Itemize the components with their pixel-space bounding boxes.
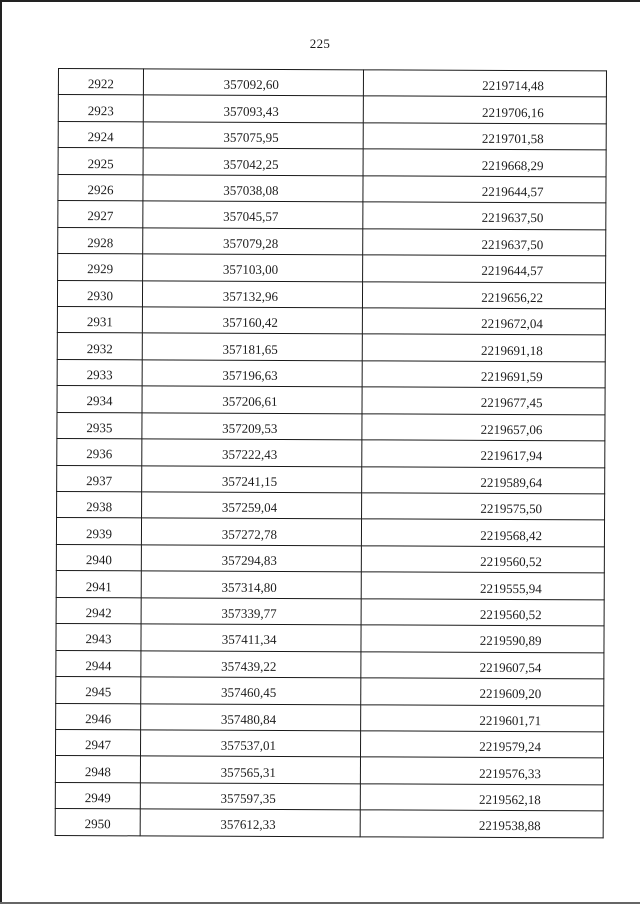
table-row [57, 491, 605, 520]
y-coordinate-cell [362, 440, 605, 467]
y-coordinate-cell [362, 466, 605, 493]
y-coordinate-cell [363, 96, 606, 123]
point-number-cell-text: 2926 [87, 182, 114, 198]
x-coordinate-cell [141, 650, 361, 677]
point-number-cell-text: 2944 [85, 657, 112, 674]
x-coordinate-cell [143, 95, 363, 122]
y-coordinate-cell [362, 493, 605, 520]
point-number-cell [57, 359, 142, 386]
y-coordinate-cell [360, 731, 603, 758]
coordinates-table [55, 68, 607, 838]
x-coordinate-cell-text: 357181,65 [222, 341, 278, 357]
page-border-left [0, 0, 2, 904]
table-row [58, 174, 606, 203]
table-row [56, 650, 604, 679]
point-number-cell-text: 2930 [86, 287, 114, 303]
y-coordinate-cell-text: 2219568,42 [480, 527, 542, 543]
y-coordinate-cell [361, 651, 604, 678]
table-row [56, 597, 604, 626]
x-coordinate-cell-text: 357075,95 [223, 129, 279, 146]
y-coordinate-cell-text: 2219706,16 [482, 104, 544, 120]
point-number-cell [55, 782, 140, 809]
point-number-cell [57, 439, 142, 466]
y-coordinate-cell [361, 519, 604, 546]
x-coordinate-cell-text: 357206,61 [222, 394, 278, 410]
table-row [56, 677, 604, 706]
point-number-cell-text: 2925 [87, 155, 114, 171]
x-coordinate-cell [140, 783, 360, 810]
y-coordinate-cell [363, 70, 606, 97]
point-number-cell-text: 2948 [84, 763, 111, 779]
table-row [56, 624, 604, 653]
point-number-cell [56, 650, 141, 677]
point-number-cell-text: 2922 [87, 76, 114, 92]
x-coordinate-cell-text: 357411,34 [221, 632, 277, 648]
point-number-cell-text: 2943 [85, 631, 112, 647]
x-coordinate-cell [141, 545, 361, 572]
point-number-cell [57, 280, 142, 307]
point-number-cell [56, 571, 141, 598]
x-coordinate-cell [141, 677, 361, 704]
point-number-cell-text: 2936 [86, 446, 113, 462]
table-row [57, 306, 605, 335]
x-coordinate-cell-text: 357259,04 [221, 499, 278, 516]
table-row [55, 729, 603, 758]
x-coordinate-cell [141, 624, 361, 651]
x-coordinate-cell [142, 333, 362, 360]
table-row [57, 333, 605, 362]
y-coordinate-cell-text: 2219714,48 [482, 78, 544, 94]
y-coordinate-cell-text: 2219607,54 [479, 659, 542, 675]
y-coordinate-cell [360, 757, 603, 784]
point-number-cell [56, 544, 141, 571]
y-coordinate-cell-text: 2219579,24 [479, 739, 542, 755]
x-coordinate-cell [141, 518, 361, 545]
x-coordinate-cell [142, 307, 362, 334]
x-coordinate-cell [143, 254, 363, 281]
x-coordinate-cell-text: 357132,96 [222, 288, 279, 304]
point-number-cell [55, 729, 140, 756]
point-number-cell-text: 2934 [86, 393, 113, 409]
y-coordinate-cell-text: 2219575,50 [480, 501, 543, 517]
table-row [56, 518, 604, 547]
point-number-cell-text: 2938 [86, 499, 113, 515]
x-coordinate-cell-text: 357272,78 [221, 526, 278, 542]
x-coordinate-cell-text: 357597,35 [220, 790, 276, 806]
x-coordinate-cell-text: 357241,15 [221, 473, 278, 489]
x-coordinate-cell-text: 357092,60 [223, 76, 279, 93]
x-coordinate-cell-text: 357612,33 [220, 817, 276, 833]
point-number-cell-text: 2923 [87, 102, 114, 118]
point-number-cell [58, 227, 143, 254]
y-coordinate-cell-text: 2219656,22 [481, 289, 544, 305]
y-coordinate-cell [363, 149, 606, 176]
point-number-cell [58, 95, 143, 122]
point-number-cell-text: 2949 [84, 790, 111, 806]
point-number-cell-text: 2940 [85, 552, 112, 568]
table-row [57, 439, 605, 468]
x-coordinate-cell-text: 357079,28 [222, 235, 279, 251]
table-row [58, 69, 606, 98]
y-coordinate-cell [361, 678, 604, 705]
x-coordinate-cell-text: 357314,80 [221, 579, 277, 595]
table-row [55, 756, 603, 785]
point-number-cell [58, 201, 143, 228]
y-coordinate-cell [361, 704, 604, 731]
point-number-cell-text: 2950 [84, 816, 111, 832]
point-number-cell [56, 518, 141, 545]
y-coordinate-cell [363, 202, 606, 229]
y-coordinate-cell-text: 2219668,29 [481, 157, 544, 173]
x-coordinate-cell [143, 69, 363, 96]
point-number-cell-text: 2939 [85, 525, 113, 541]
x-coordinate-cell [142, 492, 362, 519]
table-row [56, 703, 604, 732]
y-coordinate-cell-text: 2219691,18 [480, 342, 543, 358]
page-border-top [0, 0, 640, 2]
x-coordinate-cell [142, 413, 362, 440]
x-coordinate-cell [143, 122, 363, 149]
x-coordinate-cell-text: 357439,22 [221, 658, 277, 674]
point-number-cell-text: 2947 [85, 737, 112, 753]
point-number-cell-text: 2942 [85, 605, 112, 621]
point-number-cell [57, 306, 142, 333]
y-coordinate-cell [360, 784, 603, 811]
point-number-cell [56, 597, 141, 624]
point-number-cell-text: 2946 [85, 710, 112, 726]
point-number-cell [57, 386, 142, 413]
x-coordinate-cell-text: 357294,83 [221, 552, 277, 569]
y-coordinate-cell-text: 2219637,50 [481, 210, 544, 226]
x-coordinate-cell [142, 280, 362, 307]
y-coordinate-cell-text: 2219677,45 [480, 395, 543, 411]
y-coordinate-cell [362, 281, 605, 308]
y-coordinate-cell [360, 810, 603, 837]
point-number-cell [58, 69, 143, 96]
x-coordinate-cell [141, 703, 361, 730]
y-coordinate-cell-text: 2219691,59 [480, 368, 543, 385]
y-coordinate-cell [361, 546, 604, 573]
point-number-cell [58, 254, 143, 281]
point-number-cell-text: 2932 [86, 340, 113, 356]
y-coordinate-cell [362, 361, 605, 388]
y-coordinate-cell-text: 2219644,57 [481, 263, 544, 279]
x-coordinate-cell-text: 357042,25 [223, 156, 279, 172]
point-number-cell [57, 465, 142, 492]
y-coordinate-cell-text: 2219555,94 [479, 580, 542, 596]
table-row [55, 782, 603, 811]
y-coordinate-cell-text: 2219609,20 [479, 686, 542, 702]
x-coordinate-cell [143, 175, 363, 202]
y-coordinate-cell [363, 123, 606, 150]
table-row [57, 412, 605, 441]
x-coordinate-cell-text: 357045,57 [223, 209, 279, 225]
point-number-cell [55, 809, 140, 836]
x-coordinate-cell [141, 598, 361, 625]
point-number-cell [56, 703, 141, 730]
point-number-cell-text: 2945 [85, 684, 112, 700]
table-row [58, 227, 606, 256]
table-row [58, 201, 606, 230]
x-coordinate-cell-text: 357196,63 [222, 367, 278, 383]
y-coordinate-cell-text: 2219590,89 [479, 633, 542, 649]
y-coordinate-cell-text: 2219617,94 [480, 448, 543, 464]
y-coordinate-cell [362, 308, 605, 335]
x-coordinate-cell [142, 386, 362, 413]
point-number-cell-text: 2935 [86, 420, 113, 436]
x-coordinate-cell-text: 357480,84 [220, 711, 277, 727]
x-coordinate-cell-text: 357460,45 [220, 684, 277, 701]
table-row [58, 95, 606, 124]
table-row [57, 386, 605, 415]
y-coordinate-cell-text: 2219701,58 [481, 130, 544, 147]
y-coordinate-cell-text: 2219644,57 [481, 183, 544, 200]
point-number-cell [57, 491, 142, 518]
point-number-cell-text: 2924 [87, 129, 114, 145]
table-row [56, 544, 604, 573]
x-coordinate-cell-text: 357093,43 [223, 103, 279, 119]
table-row [57, 280, 605, 309]
x-coordinate-cell-text: 357222,43 [222, 447, 278, 463]
table-row [58, 254, 606, 283]
y-coordinate-cell [363, 228, 606, 255]
x-coordinate-cell-text: 357537,01 [220, 737, 277, 754]
table-row [58, 121, 606, 150]
y-coordinate-cell [363, 255, 606, 282]
point-number-cell [56, 624, 141, 651]
y-coordinate-cell-text: 2219576,33 [479, 765, 541, 781]
coordinates-table-body [55, 69, 606, 838]
y-coordinate-cell [362, 387, 605, 414]
table-row [57, 465, 605, 494]
point-number-cell [55, 756, 140, 783]
y-coordinate-cell-text: 2219672,04 [481, 316, 543, 332]
point-number-cell-text: 2941 [85, 578, 112, 594]
table-row [56, 571, 604, 600]
x-coordinate-cell-text: 357565,31 [220, 764, 276, 780]
table-row [55, 809, 603, 838]
page-number: 225 [309, 36, 331, 51]
y-coordinate-cell [362, 414, 605, 441]
y-coordinate-cell [361, 599, 604, 626]
x-coordinate-cell [143, 201, 363, 228]
y-coordinate-cell [361, 572, 604, 599]
point-number-cell-text: 2933 [86, 367, 113, 383]
point-number-cell-text: 2937 [86, 472, 113, 489]
x-coordinate-cell [140, 730, 360, 757]
x-coordinate-cell-text: 357103,00 [222, 262, 279, 278]
x-coordinate-cell [143, 227, 363, 254]
y-coordinate-cell-text: 2219562,18 [479, 791, 541, 808]
table-row [58, 148, 606, 177]
x-coordinate-cell-text: 357339,77 [221, 605, 277, 621]
y-coordinate-cell-text: 2219601,71 [479, 712, 542, 728]
x-coordinate-cell [142, 465, 362, 492]
point-number-cell [57, 412, 142, 439]
x-coordinate-cell [141, 571, 361, 598]
y-coordinate-cell-text: 2219637,50 [481, 236, 544, 252]
y-coordinate-cell [362, 334, 605, 361]
table-row [57, 359, 605, 388]
x-coordinate-cell [142, 439, 362, 466]
x-coordinate-cell [140, 756, 360, 783]
point-number-cell-text: 2929 [87, 261, 114, 277]
point-number-cell-text: 2927 [87, 208, 114, 224]
x-coordinate-cell-text: 357209,53 [222, 420, 278, 436]
y-coordinate-cell-text: 2219560,52 [479, 606, 542, 623]
point-number-cell-text: 2928 [87, 234, 114, 251]
y-coordinate-cell-text: 2219560,52 [480, 553, 542, 570]
point-number-cell [58, 121, 143, 148]
x-coordinate-cell-text: 357160,42 [222, 314, 278, 331]
point-number-cell [57, 333, 142, 360]
y-coordinate-cell-text: 2219657,06 [480, 421, 543, 438]
x-coordinate-cell-text: 357038,08 [223, 182, 279, 198]
x-coordinate-cell [140, 809, 360, 836]
y-coordinate-cell-text: 2219589,64 [480, 474, 543, 490]
x-coordinate-cell [143, 148, 363, 175]
point-number-cell [58, 174, 143, 201]
y-coordinate-cell [363, 176, 606, 203]
point-number-cell [58, 148, 143, 175]
point-number-cell-text: 2931 [86, 314, 113, 330]
y-coordinate-cell-text: 2219538,88 [478, 818, 541, 834]
y-coordinate-cell [361, 625, 604, 652]
x-coordinate-cell [142, 360, 362, 387]
point-number-cell [56, 677, 141, 704]
